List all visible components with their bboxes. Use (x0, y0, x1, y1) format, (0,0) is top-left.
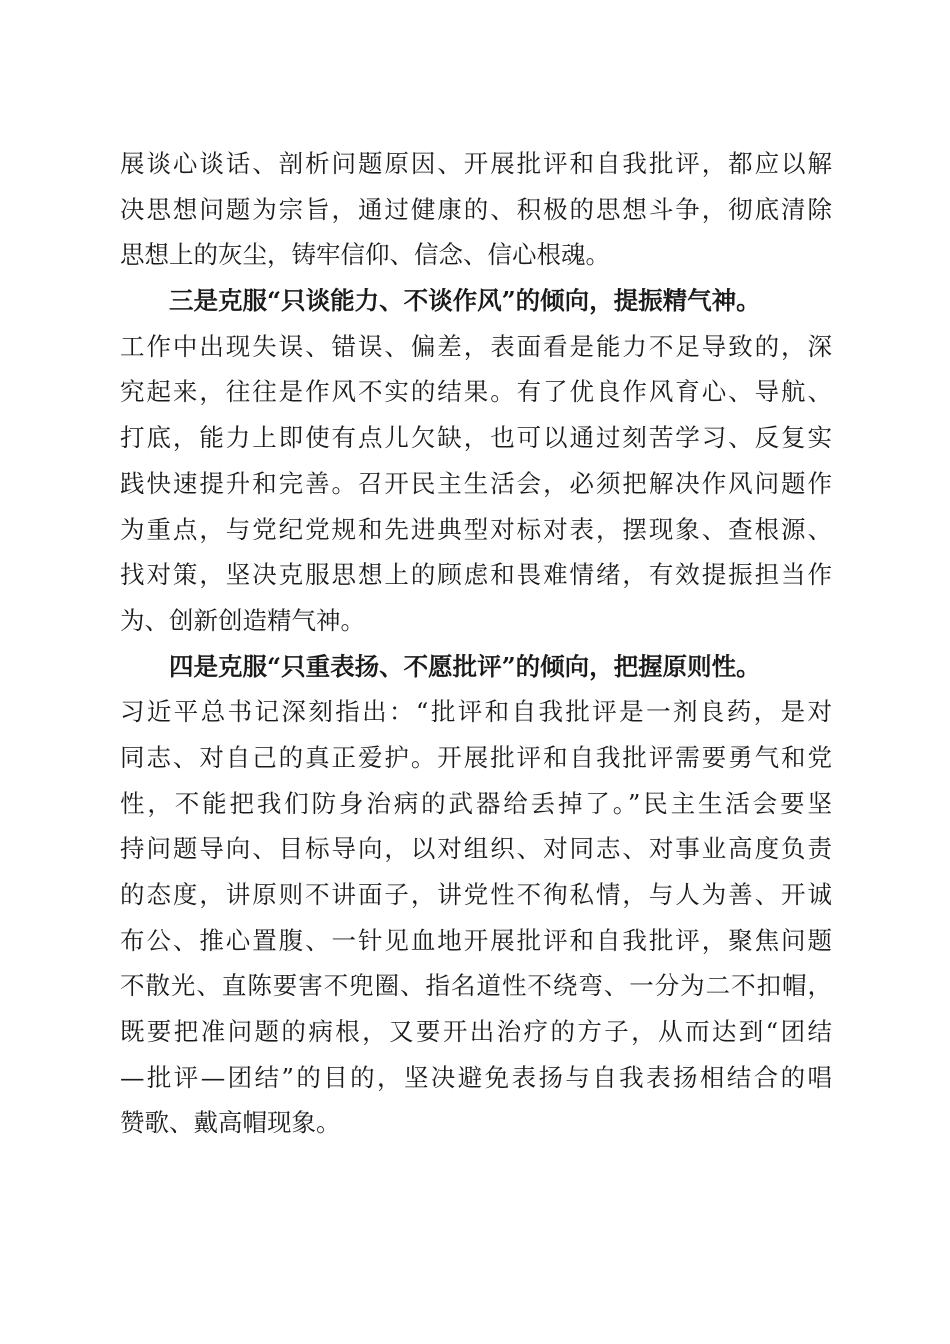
paragraph-2-line: 究起来，往往是作风不实的结果。有了优良作风育心、导航、 (120, 377, 832, 407)
paragraph-3-line: 布公、推心置腹、一针见血地开展批评和自我批评，聚焦问题 (120, 925, 832, 955)
paragraph-3-line: 持问题导向、目标导向，以对组织、对同志、对事业高度负责 (120, 834, 832, 864)
paragraph-2-line: 打底，能力上即使有点儿欠缺，也可以通过刻苦学习、反复实 (120, 423, 832, 453)
paragraph-1-line: 展谈心谈话、剖析问题原因、开展批评和自我批评，都应以解 (120, 149, 832, 178)
paragraph-3-line: 习近平总书记深刻指出：“批评和自我批评是一剂良药，是对 (120, 697, 832, 727)
paragraph-3-line: —批评—团结”的目的，坚决避免表扬与自我表扬相结合的唱 (120, 1062, 832, 1092)
paragraph-3-line: 既要把准问题的病根，又要开出治疗的方子，从而达到“团结 (120, 1017, 832, 1047)
paragraph-3-line: 赞歌、戴高帽现象。 (120, 1108, 341, 1138)
paragraph-3-line: 不散光、直陈要害不兜圈、指名道性不绕弯、一分为二不扣帽， (120, 971, 832, 1001)
paragraph-2-line: 为、创新创造精气神。 (120, 605, 365, 635)
paragraph-1-line: 决思想问题为宗旨，通过健康的、积极的思想斗争，彻底清除 (120, 194, 832, 224)
paragraph-2-line: 践快速提升和完善。召开民主生活会，必须把解决作风问题作 (120, 468, 832, 498)
paragraph-2-line: 找对策，坚决克服思想上的顾虑和畏难情绪，有效提振担当作 (120, 560, 832, 590)
paragraph-3-line: 的态度，讲原则不讲面子，讲党性不徇私情，与人为善、开诚 (120, 880, 832, 909)
paragraph-2-line: 工作中出现失误、错误、偏差，表面看是能力不足导致的，深 (120, 331, 832, 361)
paragraph-3-line: 同志、对自己的真正爱护。开展批评和自我批评需要勇气和党 (120, 742, 832, 772)
paragraph-3-heading: 四是克服“只重表扬、不愿批评”的倾向，把握原则性。 (169, 651, 761, 681)
paragraph-2-heading: 三是克服“只谈能力、不谈作风”的倾向，提振精气神。 (169, 286, 761, 316)
paragraph-2-line: 为重点，与党纪党规和先进典型对标对表，摆现象、查根源、 (120, 514, 832, 544)
paragraph-3-line: 性，不能把我们防身治病的武器给丢掉了。”民主生活会要坚 (120, 788, 832, 818)
document-body (120, 141, 832, 1146)
paragraph-1-line: 思想上的灰尘，铸牢信仰、信念、信心根魂。 (120, 240, 610, 270)
